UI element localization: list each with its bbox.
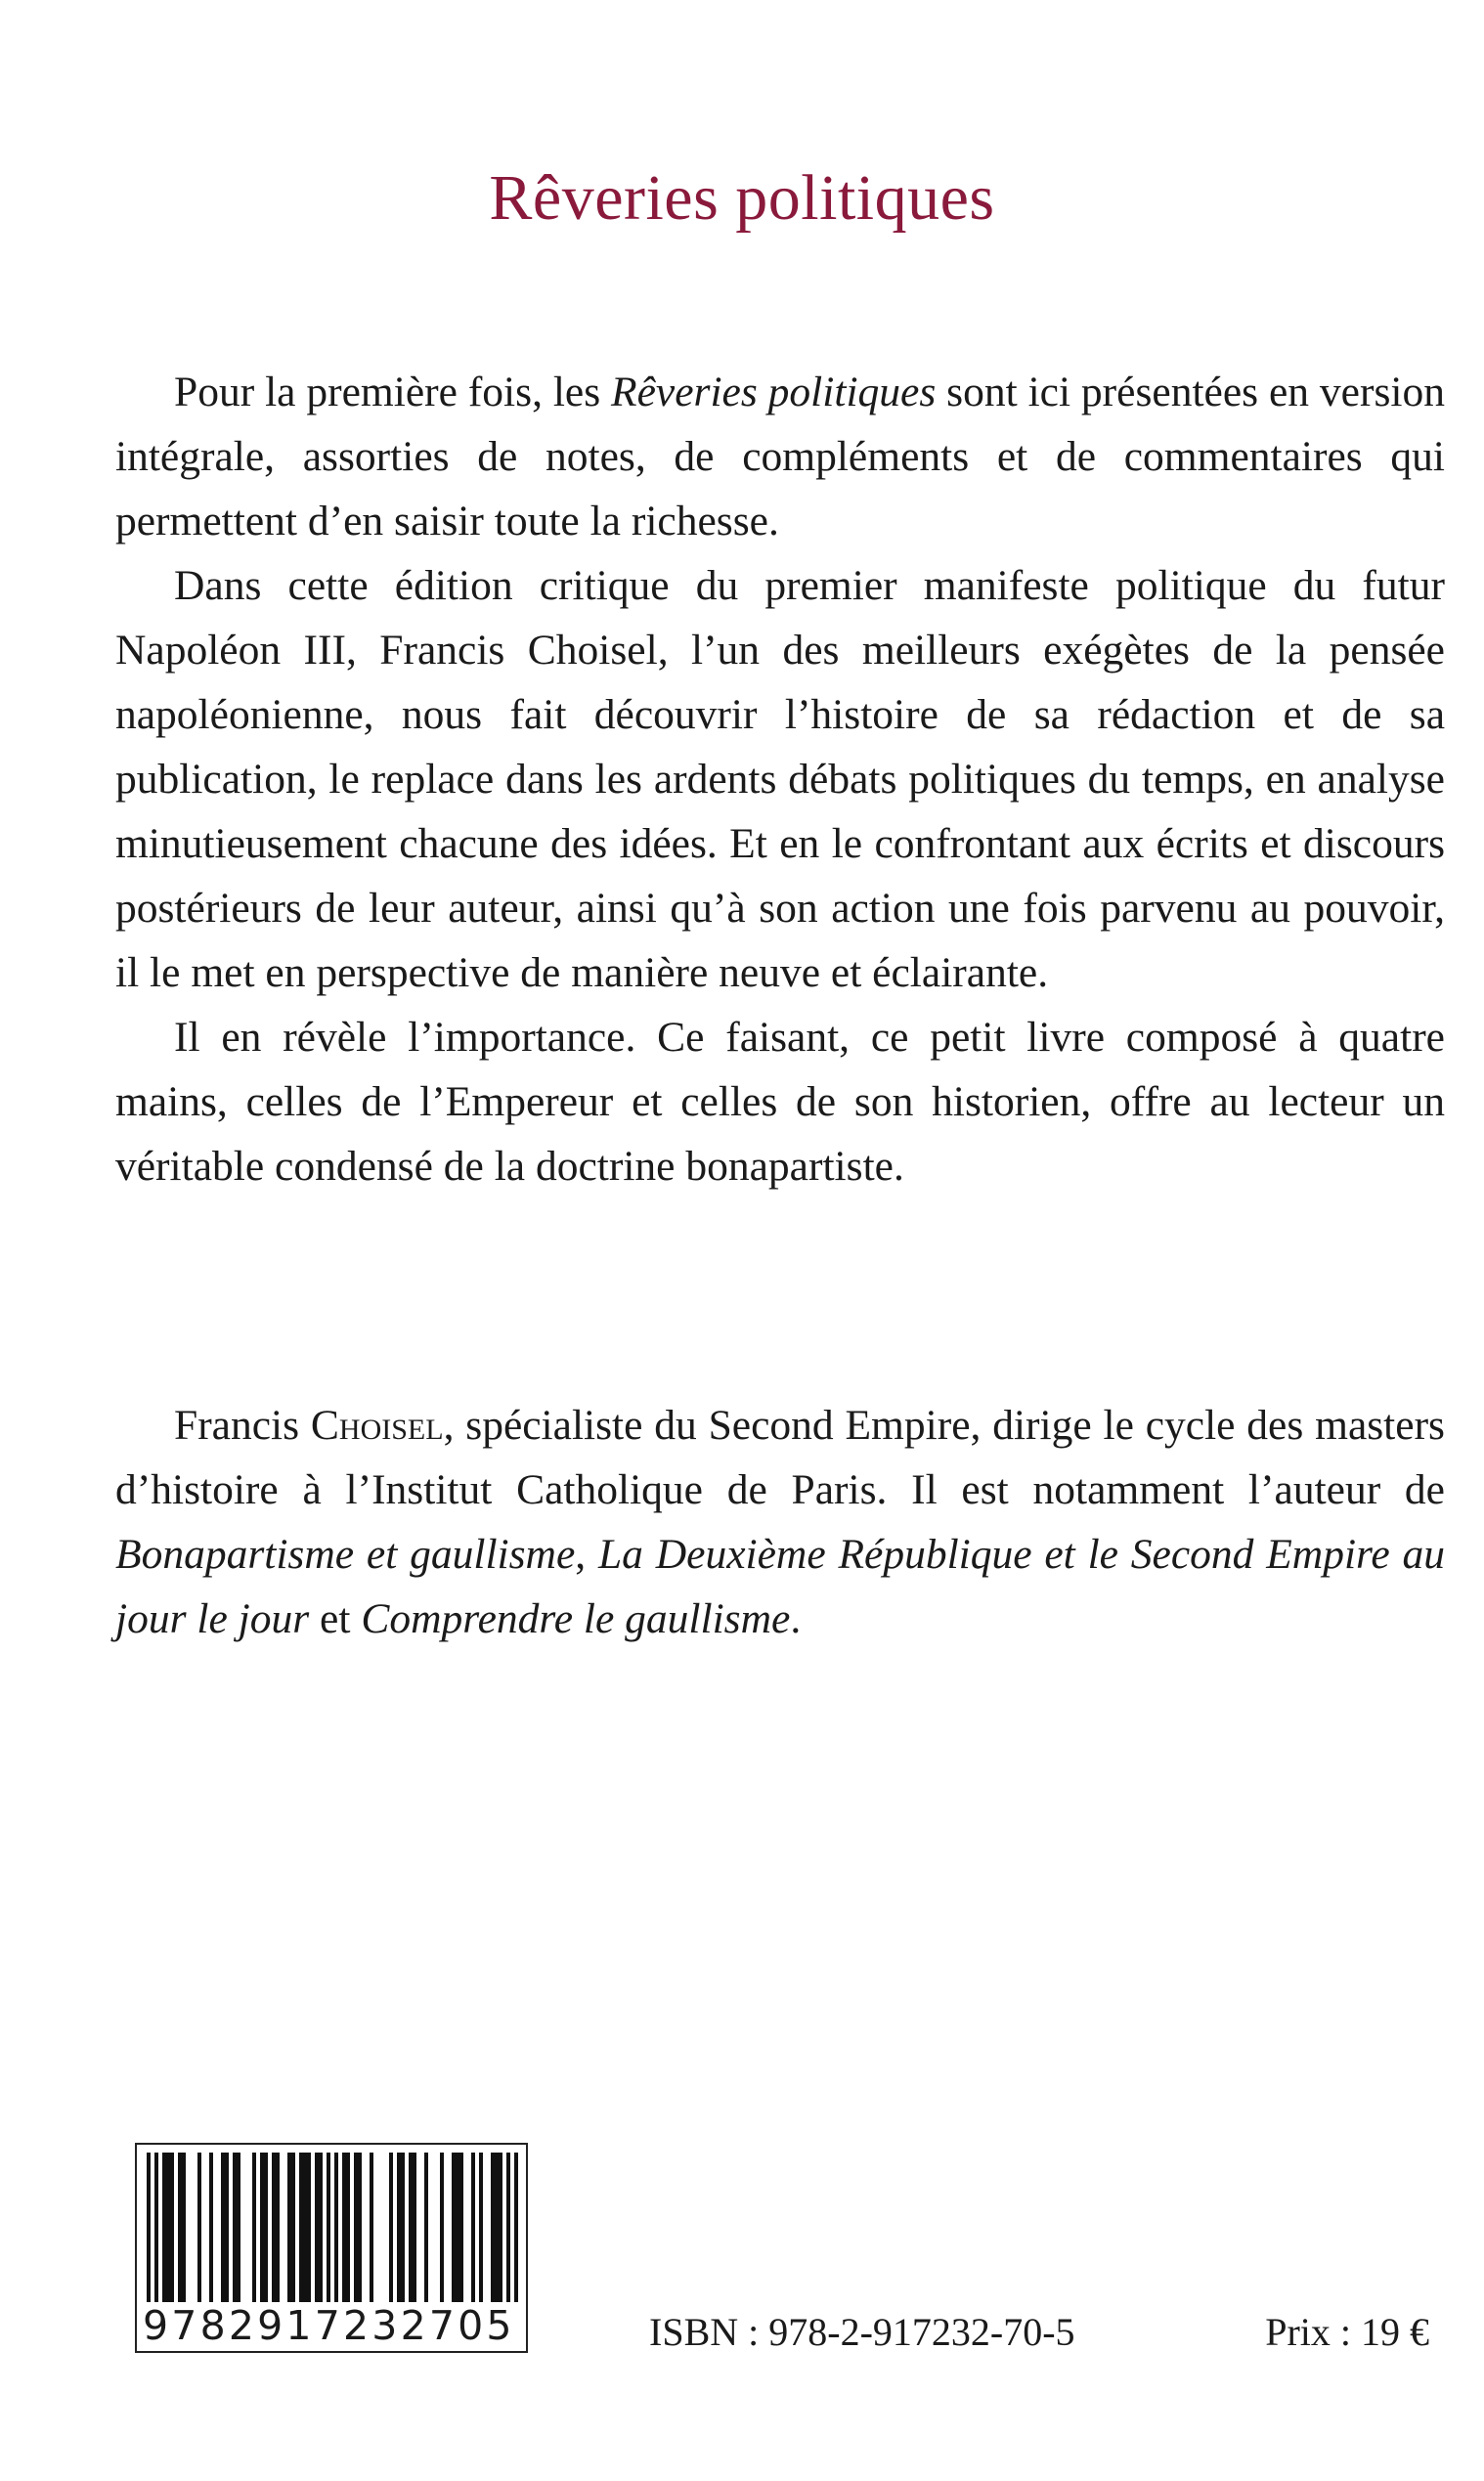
barcode-bar	[327, 2153, 330, 2304]
book-title: Rêveries politiques	[489, 162, 995, 234]
barcode-bar	[440, 2153, 444, 2304]
author-bio-end: .	[790, 1595, 802, 1642]
barcode-bar	[178, 2153, 186, 2304]
barcode-bar	[299, 2153, 311, 2304]
author-book-2: La Deuxième République et le Second Empire au jour le jour	[115, 1531, 1445, 1642]
author-book-1: Bonapartisme et gaullisme	[115, 1531, 576, 1578]
barcode-bar	[506, 2153, 510, 2304]
barcode-digits: 9782917232705	[143, 2302, 522, 2349]
barcode-bar	[260, 2153, 268, 2304]
barcode-bar	[147, 2153, 151, 2304]
barcode-bar	[452, 2153, 463, 2304]
blurb-paragraph-2: Dans cette édition critique du premier manifeste politique du futur Napoléon III, Francis Choisel, l’un des meilleurs exégètes de la pensée napoléonienne, nous fait découvrir l’histoire de sa rédaction et de sa publication, le replace dans les ardents débats politiques du temps, en analyse minutieusement chacune des idées. Et en le confrontant aux écrits et discours postérieurs de leur auteur, ainsi qu’à son action une fois parvenu au pouvoir, il le met en perspective de manière neuve et éclairante.	[115, 562, 1445, 996]
barcode-bar	[471, 2153, 475, 2304]
barcode-bar	[287, 2153, 295, 2304]
barcode-bar	[389, 2153, 393, 2304]
barcode-bar	[197, 2153, 201, 2304]
barcode-bar	[209, 2153, 213, 2304]
blurb-paragraph-3: Il en révèle l’importance. Ce faisant, ce petit livre composé à quatre mains, celles de l’Empereur et celles de son historien, offre au lecteur un véritable condensé de la doctrine bonapartiste.	[115, 1014, 1445, 1190]
barcode-bar	[491, 2153, 502, 2304]
blurb	[115, 360, 1445, 1198]
price-label: Prix : 19 €	[1265, 2310, 1429, 2354]
blurb-p1-text-start: Pour la première fois, les	[174, 369, 612, 415]
author-bio	[115, 1393, 1445, 1651]
isbn-label: ISBN : 978-2-917232-70-5	[649, 2310, 1075, 2354]
blurb-paragraph-1	[115, 360, 1445, 553]
barcode-bar	[272, 2153, 280, 2304]
barcode-bar	[315, 2153, 323, 2304]
barcode-bar	[354, 2153, 362, 2304]
blurb-p1-text-end: sont ici présentées en version intégrale, assorties de notes, de compléments et de commentaires qui permettent d’en saisir toute la richesse.	[115, 369, 1445, 544]
barcode-bar	[233, 2153, 240, 2304]
barcode-bar	[252, 2153, 256, 2304]
barcode-bar	[334, 2153, 338, 2304]
barcode-bar	[424, 2153, 428, 2304]
barcode-bar	[221, 2153, 229, 2304]
barcode-bar	[162, 2153, 174, 2304]
author-bio-text: , spécialiste du Second Empire, dirige le cycle des masters d’histoire à l’Institut Catholique de Paris. Il est notamment l’auteur de	[115, 1402, 1445, 1513]
author-bio-sep-1: ,	[575, 1531, 598, 1578]
barcode-bar	[342, 2153, 350, 2304]
author-last-name: Choisel	[310, 1402, 444, 1449]
author-bio-paragraph	[115, 1393, 1445, 1651]
barcode-bar	[370, 2153, 373, 2304]
barcode-bar	[479, 2153, 483, 2304]
barcode-bar	[409, 2153, 416, 2304]
author-bio-sep-2: et	[309, 1595, 362, 1642]
author-book-3: Comprendre le gaullisme	[361, 1595, 791, 1642]
barcode-bar	[154, 2153, 158, 2304]
barcode-bar	[397, 2153, 405, 2304]
barcode-bars	[147, 2153, 518, 2304]
author-first-name: Francis	[174, 1402, 311, 1449]
blurb-p1-book-title: Rêveries politiques	[611, 369, 937, 415]
barcode-bar	[514, 2153, 518, 2304]
barcode	[135, 2143, 528, 2353]
